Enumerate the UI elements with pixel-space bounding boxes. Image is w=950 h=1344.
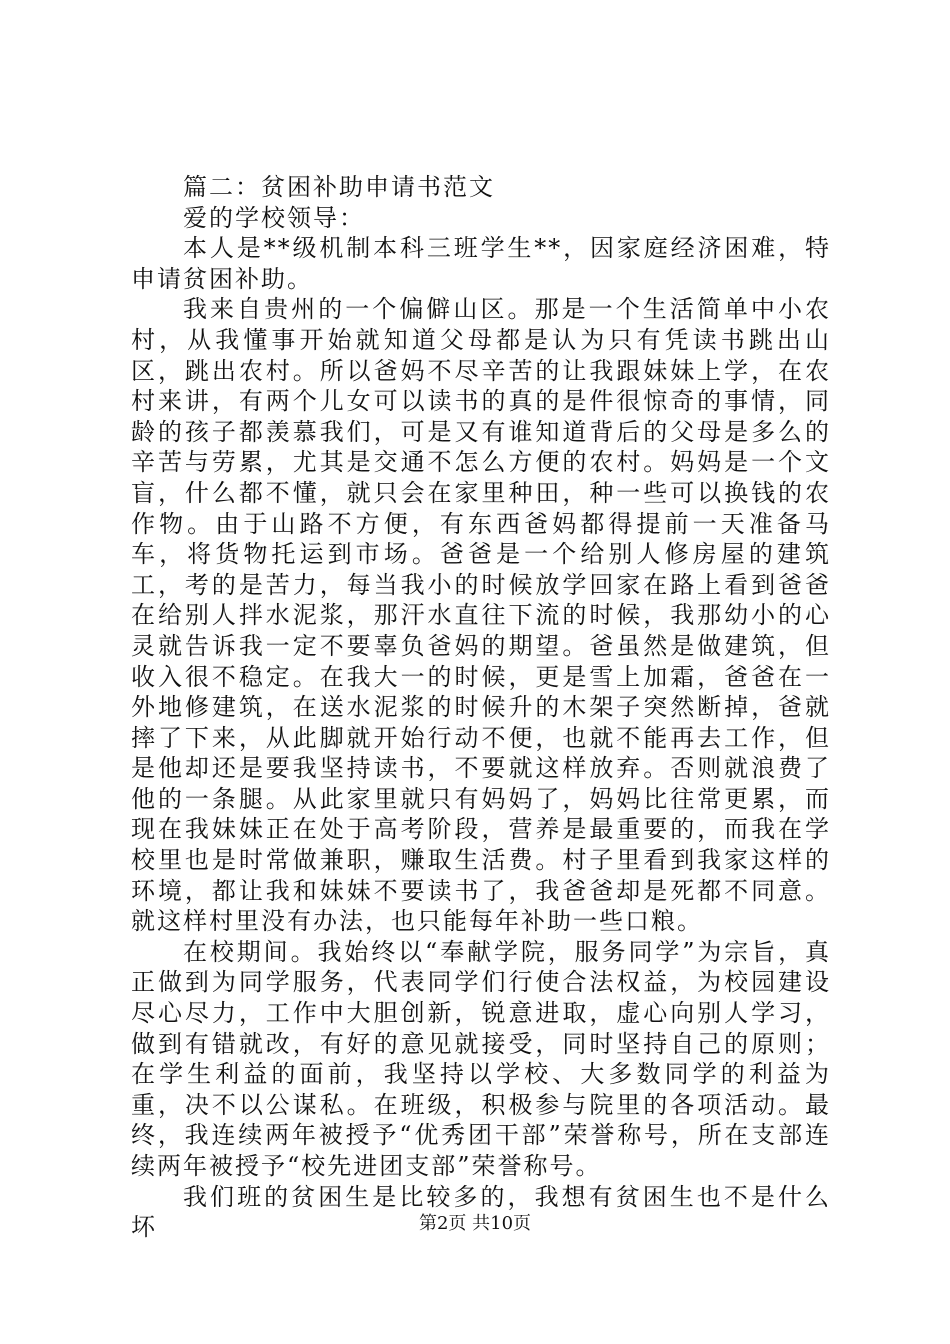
document-heading: 篇二：贫困补助申请书范文 bbox=[183, 173, 495, 201]
paragraph-school: 在校期间。我始终以“奉献学院，服务同学”为宗旨，真正做到为同学服务，代表同学们行使合法权益，为校园建设尽心尽力，工作中大胆创新，锐意进取，虚心向别人学习，做到有错就改，有好的意见就接受，同时坚持自己的原则；在学生利益的面前，我坚持以学校、大多数同学的利益为重，决不以公谋私。在班级，积极参与院里的各项活动。最终，我连续两年被授予“优秀团干部”荣誉称号，所在支部连续两年被授予“校先进团支部”荣誉称号。 bbox=[131, 937, 831, 1180]
paragraph-intro: 本人是**级机制本科三班学生**，因家庭经济困难，特申请贫困补助。 bbox=[131, 234, 831, 293]
paragraph-class: 我们班的贫困生是比较多的，我想有贫困生也不是什么坏 bbox=[131, 1182, 831, 1242]
document-salutation: 爱的学校领导： bbox=[183, 203, 365, 232]
paragraph-family: 我来自贵州的一个偏僻山区。那是一个生活简单中小农村，从我懂事开始就知道父母都是认为只有凭读书跳出山区，跳出农村。所以爸妈不尽辛苦的让我跟妹妹上学，在农村来讲，有两个儿女可以读书的真的是件很惊奇的事情，同龄的孩子都羡慕我们，可是又有谁知道背后的父母是多么的辛苦与劳累，尤其是交通不怎么方便的农村。妈妈是一个文盲，什么都不懂，就只会在家里种田，种一些可以换钱的农作物。由于山路不方便，有东西爸妈都得提前一天准备马车，将货物托运到市场。爸爸是一个给别人修房屋的建筑工，考的是苦力，每当我小的时候放学回家在路上看到爸爸在给别人拌水泥浆，那汗水直往下流的时候，我那幼小的心灵就告诉我一定不要辜负爸妈的期望。爸虽然是做建筑，但收入很不稳定。在我大一的时候，更是雪上加霜，爸爸在一外地修建筑，在送水泥浆的时候升的木架子突然断掉，爸就摔了下来，从此脚就开始行动不便，也就不能再去工作，但是他却还是要我坚持读书，不要就这样放弃。否则就浪费了他的一条腿。从此家里就只有妈妈了，妈妈比往常更累，而现在我妹妹正在处于高考阶段，营养是最重要的，而我在学校里也是时常做兼职，赚取生活费。村子里看到我家这样的环境，都让我和妹妹不要读书了，我爸爸却是死都不同意。就这样村里没有办法，也只能每年补助一些口粮。 bbox=[131, 295, 831, 936]
document-body bbox=[131, 172, 831, 1243]
page-footer: 第2页 共10页 bbox=[418, 1213, 532, 1234]
